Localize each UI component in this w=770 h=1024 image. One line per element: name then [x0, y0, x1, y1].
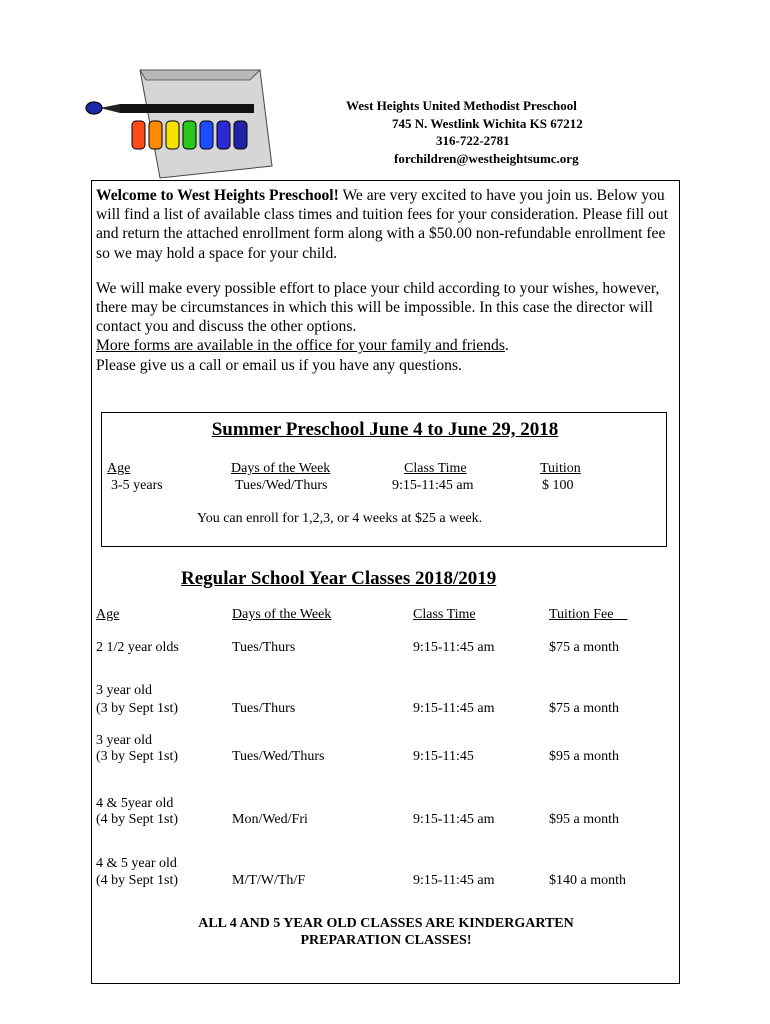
crayon-box-logo [80, 66, 275, 181]
more-forms-note: More forms are available in the office for your family and friends [96, 337, 505, 355]
table-row-days: Tues/Thurs [232, 701, 296, 716]
table-row-fee: $95 a month [549, 812, 619, 827]
crayon-icon [166, 121, 179, 149]
crayon-icon [183, 121, 196, 149]
table-row-time: 9:15-11:45 am [413, 812, 495, 827]
more-forms-period: . [504, 337, 509, 355]
summer-tuition: $ 100 [542, 478, 574, 493]
table-row-fee: $95 a month [549, 749, 619, 764]
school-name: West Heights United Methodist Preschool [346, 98, 577, 113]
kindergarten-note [96, 915, 676, 949]
table-row-age: 2 1/2 year olds [96, 640, 179, 655]
table-row-fee: $140 a month [549, 873, 626, 888]
crayon-icon [149, 121, 162, 149]
table-row-age: 3 year old [96, 733, 152, 748]
regular-header-days: Days of the Week [232, 607, 332, 622]
welcome-heading: Welcome to West Heights Preschool! [96, 187, 339, 204]
table-row-time: 9:15-11:45 am [413, 701, 495, 716]
summer-header-days: Days of the Week [231, 461, 331, 476]
summer-time: 9:15-11:45 am [392, 478, 474, 493]
table-row-days: Tues/Wed/Thurs [232, 749, 325, 764]
intro-text [96, 186, 676, 375]
table-row-time: 9:15-11:45 am [413, 873, 495, 888]
table-row-age-note: (4 by Sept 1st) [96, 873, 179, 888]
questions-note: Please give us a call or email us if you have any questions. [96, 356, 462, 374]
summer-header-tuition: Tuition [540, 461, 581, 476]
summer-box [101, 412, 667, 547]
table-row-fee: $75 a month [549, 701, 619, 716]
crayon-icon [217, 121, 230, 149]
table-row-age: 4 & 5year old [96, 796, 174, 811]
table-row-age: 3 year old [96, 683, 152, 698]
crayon-icon [234, 121, 247, 149]
summer-header-time: Class Time [404, 461, 467, 476]
school-header [340, 97, 670, 167]
kindergarten-note-line1: ALL 4 AND 5 YEAR OLD CLASSES ARE KINDERGARTEN [198, 916, 574, 931]
table-row-age: 4 & 5 year old [96, 856, 177, 871]
table-row-time: 9:15-11:45 am [413, 640, 495, 655]
welcome-body: We are very excited to have you join us. Below you will find a list of available class times and tuition fees for your consideration. Please fill out and return the attached enrollment form along with a $50.00 non-refundable enrollment fee so we may hold a space for your child. [96, 187, 669, 262]
table-row-age-note: (3 by Sept 1st) [96, 749, 179, 764]
table-row-fee: $75 a month [549, 640, 619, 655]
summer-title: Summer Preschool June 4 to June 29, 2018 [211, 419, 559, 440]
kindergarten-note-line2: PREPARATION CLASSES! [300, 933, 472, 948]
regular-header-tuition: Tuition Fee [549, 607, 628, 622]
school-email[interactable]: forchildren@westheightsumc.org [394, 150, 579, 166]
table-row-days: Mon/Wed/Fri [232, 812, 308, 827]
summer-header-age: Age [107, 461, 131, 476]
regular-header-time: Class Time [413, 607, 476, 622]
school-phone: 316-722-2781 [436, 133, 510, 148]
regular-header-age: Age [96, 607, 120, 622]
table-row-days: M/T/W/Th/F [232, 873, 306, 888]
summer-days: Tues/Wed/Thurs [235, 478, 328, 493]
table-row-age-note: (4 by Sept 1st) [96, 812, 179, 827]
school-address: 745 N. Westlink Wichita KS 67212 [392, 115, 583, 131]
regular-title: Regular School Year Classes 2018/2019 [181, 568, 497, 589]
table-row-days: Tues/Thurs [232, 640, 296, 655]
table-row-age-note: (3 by Sept 1st) [96, 701, 179, 716]
table-row-time: 9:15-11:45 [413, 749, 474, 764]
summer-note: You can enroll for 1,2,3, or 4 weeks at $25 a week. [197, 511, 483, 526]
summer-age: 3-5 years [111, 478, 163, 493]
effort-paragraph [96, 279, 676, 375]
effort-text: We will make every possible effort to place your child according to your wishes, however, there may be circumstances in which this will be impossible. In this case the director will contact you and discuss the other options. [96, 279, 660, 336]
crayon-icon [200, 121, 213, 149]
welcome-paragraph [96, 186, 676, 263]
crayon-icon [132, 121, 145, 149]
